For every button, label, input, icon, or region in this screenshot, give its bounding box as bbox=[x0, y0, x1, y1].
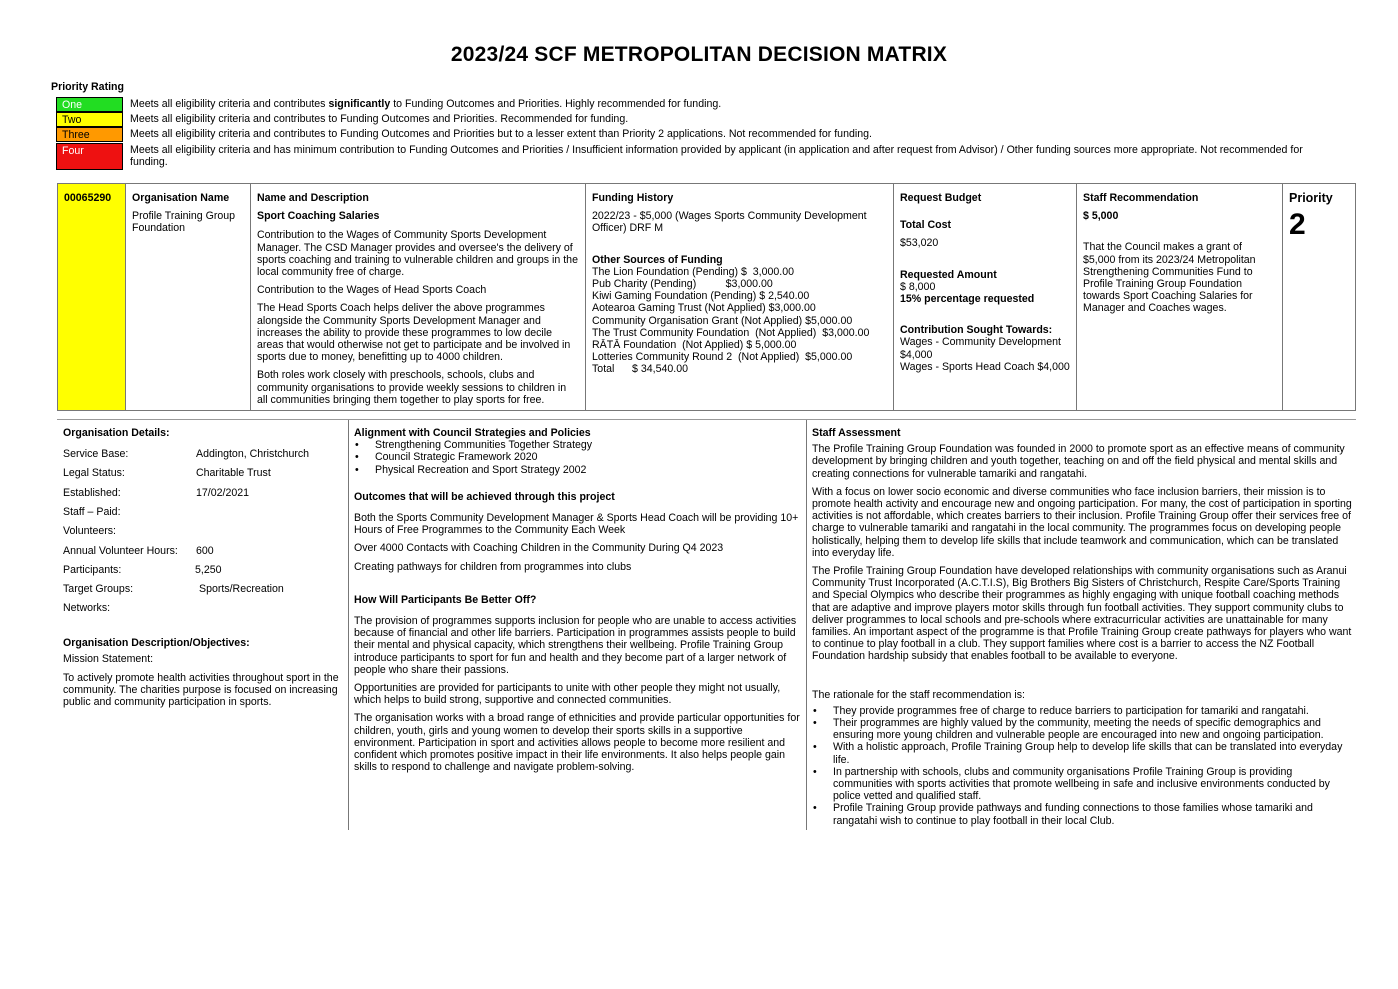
org-detail-value: 5,250 bbox=[195, 563, 222, 576]
funding-source-item: Total $ 34,540.00 bbox=[592, 363, 688, 376]
outcome-item: Over 4000 Contacts with Coaching Children in the Community During Q4 2023 bbox=[354, 542, 724, 555]
assessment-paragraph: The Profile Training Group Foundation have developed relationships with community organisations such as Aranui Community Trust Incorporated (A.C.T.I.S), Big Brothers Big Sisters of Christchurch, Respite Care/Sports Training and Special Olympics who describe their programmes as highly engaging with unique football coaching methods that are adaptive and improve players motor skills through fun football activities. They support community clubs to deliver programmes to local schools and pre-schools where extracurricular activities are unattainable for many families. An important aspect of the programme is that Profile Training Group create pathways for players who want to continue to play football in a club. They support families where cost is a barrier to access the NZ Football Foundation hardship subsidy that enables football to be available to everyone. bbox=[812, 565, 1352, 663]
priority-description-text: Meets all eligibility criteria and contributes bbox=[130, 98, 329, 110]
org-detail-label: Annual Volunteer Hours: bbox=[63, 544, 178, 557]
rationale-intro: The rationale for the staff recommendation is: bbox=[812, 688, 1025, 701]
org-detail-value: Addington, Christchurch bbox=[196, 448, 310, 460]
priority-swatch: Four bbox=[56, 143, 123, 170]
project-title: Sport Coaching Salaries bbox=[257, 210, 380, 223]
priority-description-text: Meets all eligibility criteria and contributes to Funding Outcomes and Priorities. Recommended for funding. bbox=[130, 113, 629, 125]
percentage-requested: 15% percentage requested bbox=[900, 293, 1035, 306]
contribution-label: Contribution Sought Towards: bbox=[900, 324, 1053, 337]
priority-description bbox=[130, 98, 1320, 110]
priority-description-text: to Funding Outcomes and Priorities. Highly recommended for funding. bbox=[390, 98, 722, 110]
org-name: Profile Training Group Foundation bbox=[132, 210, 236, 235]
column-divider bbox=[348, 420, 349, 830]
staff-assessment-column bbox=[812, 427, 1352, 827]
funding-history-header: Funding History bbox=[592, 192, 674, 204]
outcome-item: Both the Sports Community Development Manager & Sports Head Coach will be providing 10+ Hours of Free Programmes to the Community Each Week bbox=[354, 512, 799, 537]
requested-amount: $ 8,000 bbox=[900, 280, 936, 293]
org-detail-value: 600 bbox=[196, 544, 214, 557]
outcome-item: Creating pathways for children from programmes into clubs bbox=[354, 560, 632, 573]
funding-source-item: Pub Charity (Pending) $3,000.00 bbox=[592, 278, 773, 291]
staff-recommendation-amount: $ 5,000 bbox=[1083, 210, 1119, 223]
request-budget-cell bbox=[893, 184, 1076, 410]
application-id-cell bbox=[58, 184, 125, 410]
priority-value: 2 bbox=[1289, 208, 1306, 242]
rationale-item: • With a holistic approach, Profile Training Group help to develop life skills that can be translated into everyday life. bbox=[812, 741, 1352, 765]
staff-assessment-paragraphs bbox=[812, 443, 1352, 662]
mission-label: Mission Statement: bbox=[63, 653, 154, 665]
org-detail-label: Networks: bbox=[63, 602, 111, 615]
better-off-paragraph: Opportunities are provided for participants to unite with other people they might not usually, which helps to build strong, supportive and connected communities. bbox=[354, 682, 781, 707]
better-off-paragraph: The provision of programmes supports inclusion for people who are unable to access activities because of financial and other life barriers. Participation in programmes assists people to build their mental and physical capacity, which strengthens their wellbeing. Profile Training Group introduce participants to sport for fun and health and they become part of a larger network of people who share their passions. bbox=[354, 615, 797, 676]
funding-source-item: The Lion Foundation (Pending) $ 3,000.00 bbox=[592, 265, 795, 278]
org-name-header: Organisation Name bbox=[132, 192, 230, 204]
better-off-heading: How Will Participants Be Better Off? bbox=[354, 593, 537, 606]
staff-recommendation-header: Staff Recommendation bbox=[1083, 192, 1199, 204]
description-paragraph: Contribution to the Wages of Community Sports Development Manager. The CSD Manager provides and oversee's the delivery of sports coaching and training to vulnerable children and groups in the local community free of charge. bbox=[257, 229, 578, 279]
priority-description bbox=[130, 113, 1320, 125]
column-divider bbox=[806, 420, 807, 830]
org-detail-label: Established: bbox=[63, 486, 121, 499]
org-detail-label: Legal Status: bbox=[63, 467, 125, 480]
application-id: 00065290 bbox=[64, 192, 112, 204]
outcomes-heading: Outcomes that will be achieved through this project bbox=[354, 490, 615, 503]
section-divider bbox=[57, 419, 1356, 420]
rationale-item: • They provide programmes free of charge to reduce barriers to participation for tamariki and rangatahi. bbox=[812, 705, 1352, 717]
name-description-header: Name and Description bbox=[257, 192, 369, 204]
rationale-item: • Profile Training Group provide pathways and funding connections to those families whose tamariki and rangatahi wish to continue to play football in their local Club. bbox=[812, 802, 1352, 826]
priority-header: Priority bbox=[1289, 191, 1333, 205]
mission-statement: To actively promote health activities throughout sport in the community. The charities purpose is focused on increasing public and community participation in sports. bbox=[63, 672, 339, 709]
other-sources-list bbox=[592, 266, 887, 376]
priority-description-emphasis: significantly bbox=[328, 98, 391, 110]
funding-history: 2022/23 - $5,000 (Wages Sports Community Development Officer) DRF M bbox=[592, 210, 867, 235]
funding-history-cell bbox=[585, 184, 893, 410]
staff-assessment-heading: Staff Assessment bbox=[812, 427, 901, 439]
project-description bbox=[257, 229, 579, 406]
org-detail-value: Charitable Trust bbox=[196, 467, 271, 480]
request-budget-header: Request Budget bbox=[900, 192, 982, 204]
alignment-item: • Council Strategic Framework 2020 bbox=[354, 451, 802, 463]
org-detail-label: Volunteers: bbox=[63, 525, 117, 538]
rationale-item: • Their programmes are highly valued by the community, meeting the needs of specific demographics and ensuring more young children and vulnerable people are encouraged into new and ongoing participation. bbox=[812, 717, 1352, 741]
org-description-heading: Organisation Description/Objectives: bbox=[63, 637, 250, 649]
other-sources-header: Other Sources of Funding bbox=[592, 253, 723, 266]
contribution-list bbox=[900, 336, 1070, 373]
funding-source-item: The Trust Community Foundation (Not Applied) $3,000.00 bbox=[592, 326, 870, 339]
funding-source-item: Lotteries Community Round 2 (Not Applied) $5,000.00 bbox=[592, 351, 853, 364]
org-detail-value: Sports/Recreation bbox=[199, 583, 284, 596]
staff-recommendation-cell bbox=[1076, 184, 1282, 410]
org-details-heading: Organisation Details: bbox=[63, 427, 170, 439]
rationale-list bbox=[812, 705, 1352, 827]
funding-source-item: Community Organisation Grant (Not Applied) $5,000.00 bbox=[592, 314, 853, 327]
better-off-paragraph: The organisation works with a broad range of ethnicities and provide particular opportunities for children, youth, girls and young women to develop their sports skills in a supportive environment. Participation in sport and activities allows people to become more resilient and confident which promotes positive impact in their life environments. It also helps people gain skills to respond to challenge and navigate problem-solving. bbox=[354, 712, 800, 774]
priority-swatch: Two bbox=[56, 112, 123, 127]
alignment-column bbox=[354, 427, 802, 779]
funding-source-item: Aotearoa Gaming Trust (Not Applied) $3,000.00 bbox=[592, 302, 816, 315]
rationale-item: • In partnership with schools, clubs and community organisations Profile Training Group is providing communities with sports activities that promote wellbeing in safe and inclusive environments conducted by police vetted and qualified staff. bbox=[812, 766, 1352, 803]
name-description-cell bbox=[250, 184, 585, 410]
assessment-paragraph: The Profile Training Group Foundation was founded in 2000 to promote sport as an effective means of community development by bringing children and youth together, teaching on and off the field physical and mental skills and creating connections for vulnerable tamariki and rangatahi. bbox=[812, 443, 1345, 480]
contribution-item: Wages - Sports Head Coach $4,000 bbox=[900, 360, 1070, 373]
priority-description bbox=[130, 144, 1320, 168]
requested-amount-label: Requested Amount bbox=[900, 268, 997, 281]
assessment-paragraph: With a focus on lower socio economic and diverse communities who face inclusion barriers, their mission is to promote health activity and encourage new and ongoing participation. For many, the cost of participation in sporting activities is not affordable, which creates barriers to their inclusion. Profile Training Group offer their services free of charge to vulnerable tamariki and rangatahi in the local community. The programmes focus on developing people holistically, helping them to develop life skills that include teamwork and communication, which can be translated into everyday life. bbox=[812, 485, 1352, 559]
org-name-cell bbox=[125, 184, 250, 410]
priority-description bbox=[130, 128, 1320, 140]
priority-description-text: Meets all eligibility criteria and contributes to Funding Outcomes and Priorities but to a lesser extent than Priority 2 applications. Not recommended for funding. bbox=[130, 128, 872, 140]
org-detail-label: Service Base: bbox=[63, 448, 129, 460]
alignment-list bbox=[354, 439, 802, 476]
alignment-item: • Strengthening Communities Together Strategy bbox=[354, 439, 802, 451]
priority-rating-heading: Priority Rating bbox=[51, 81, 124, 93]
total-cost: $53,020 bbox=[900, 237, 939, 250]
outcomes-list bbox=[354, 512, 802, 573]
priority-cell bbox=[1282, 184, 1355, 410]
better-off-list bbox=[354, 615, 802, 773]
org-detail-value: 17/02/2021 bbox=[196, 486, 250, 499]
org-detail-label: Staff – Paid: bbox=[63, 505, 121, 518]
priority-description-text: Meets all eligibility criteria and has minimum contribution to Funding Outcomes and Priorities / Insufficient information provided by applicant (in application and after request from Advisor) / Other funding sources more appropriate. Not recommended for funding. bbox=[130, 144, 1303, 169]
description-paragraph: Contribution to the Wages of Head Sports Coach bbox=[257, 284, 487, 297]
description-paragraph: Both roles work closely with preschools, schools, clubs and community organisations to provide weekly sessions to children in all communities bringing them together to play sports for free. bbox=[257, 369, 567, 406]
org-detail-label: Target Groups: bbox=[63, 583, 134, 596]
staff-recommendation-text: That the Council makes a grant of $5,000 from its 2023/24 Metropolitan Strengthening Communities Fund to Profile Training Group Foundation towards Sport Coaching Salaries for Manager and Coaches wages. bbox=[1083, 241, 1256, 315]
alignment-item: • Physical Recreation and Sport Strategy 2002 bbox=[354, 464, 802, 476]
priority-swatch: Three bbox=[56, 127, 123, 142]
decision-matrix-table bbox=[57, 183, 1356, 411]
priority-swatch: One bbox=[56, 97, 123, 112]
funding-source-item: Kiwi Gaming Foundation (Pending) $ 2,540.00 bbox=[592, 290, 810, 303]
alignment-heading: Alignment with Council Strategies and Policies bbox=[354, 427, 591, 439]
description-paragraph: The Head Sports Coach helps deliver the above programmes alongside the Community Sports Development Manager and increases the ability to provide these programmes to low decile areas that would otherwise not get to participate and be involved in sports due to money, benefitting up to 4000 children. bbox=[257, 302, 571, 364]
page-title: 2023/24 SCF METROPOLITAN DECISION MATRIX bbox=[450, 43, 948, 66]
funding-source-item: RĀTĀ Foundation (Not Applied) $ 5,000.00 bbox=[592, 339, 797, 352]
org-detail-label: Participants: bbox=[63, 563, 122, 576]
contribution-item: Wages - Community Development $4,000 bbox=[900, 336, 1061, 361]
total-cost-label: Total Cost bbox=[900, 219, 952, 232]
